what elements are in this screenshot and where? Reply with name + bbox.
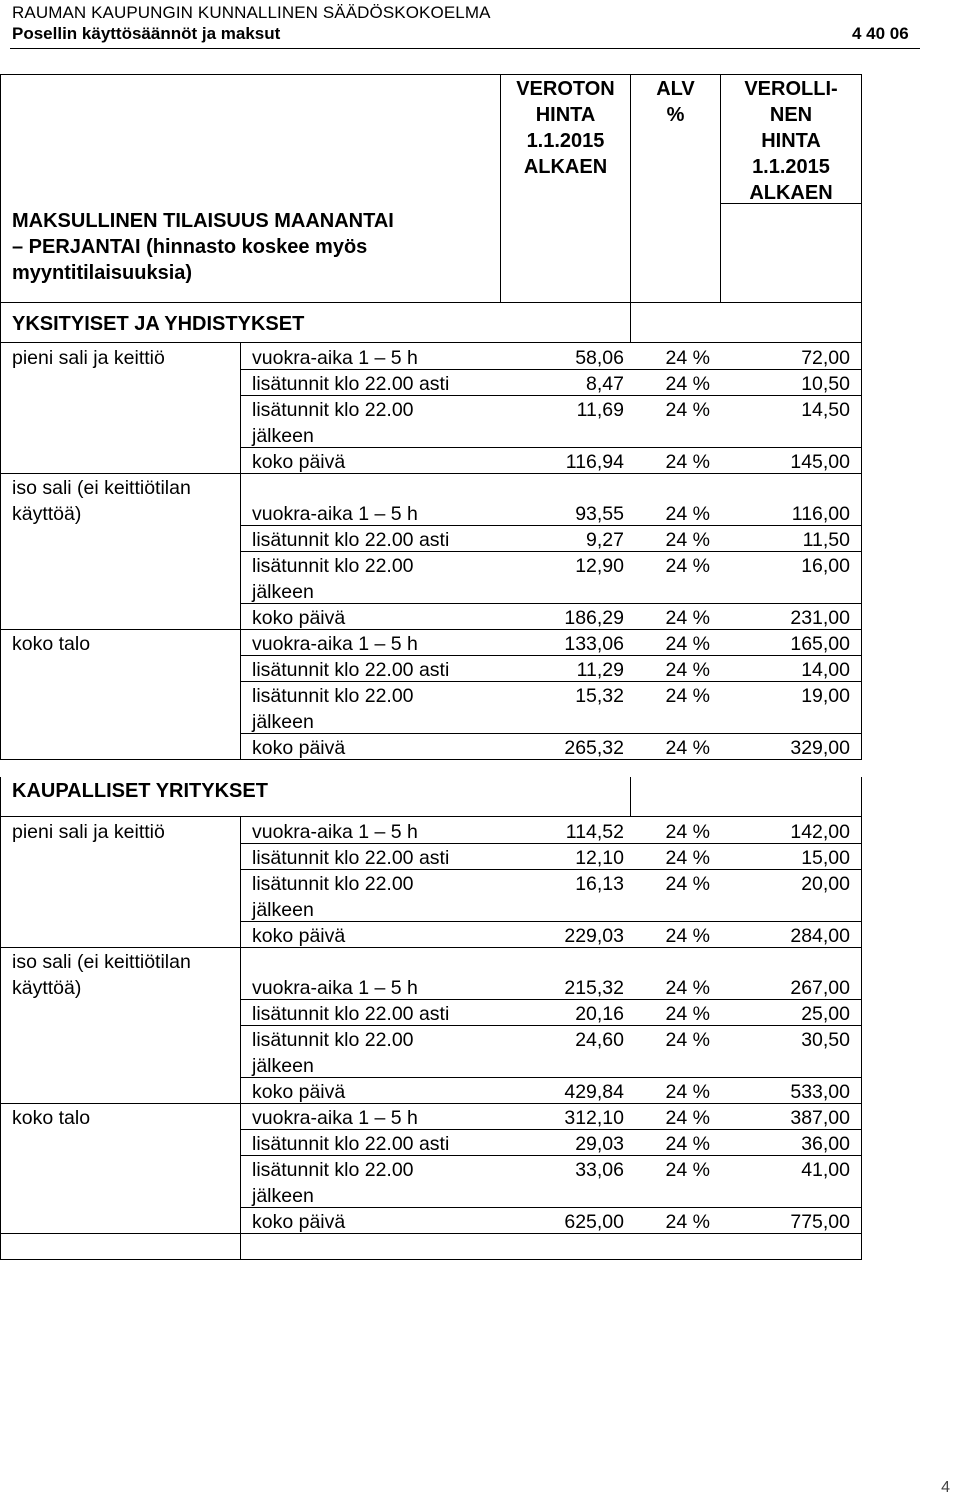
vat-percent: 24 % [665, 659, 710, 681]
empty-row-divider [240, 1233, 241, 1259]
net-price: 429,84 [564, 1081, 624, 1103]
veroton-heading: VEROTON HINTA 1.1.2015 ALKAEN [516, 78, 615, 178]
vat-percent: 24 % [665, 1029, 710, 1051]
net-price: 114,52 [565, 821, 624, 843]
net-price: 265,32 [564, 737, 624, 759]
gross-price: 36,00 [801, 1133, 850, 1155]
row-label: koko päivä [252, 925, 346, 947]
vat-percent: 24 % [665, 633, 710, 655]
gross-price: 775,00 [790, 1211, 850, 1233]
net-price: 215,32 [564, 977, 624, 999]
row-divider [240, 1103, 862, 1104]
table-right-border [861, 629, 862, 759]
row-label: lisätunnit klo 22.00 jälkeen [252, 1029, 414, 1077]
gross-price: 116,00 [791, 503, 850, 525]
group-label: iso sali (ei keittiötilan käyttöä) [12, 951, 191, 999]
vat-percent: 24 % [665, 977, 710, 999]
row-divider [240, 869, 862, 870]
net-price: 12,10 [575, 847, 624, 869]
row-label: koko päivä [252, 607, 346, 629]
row-label: lisätunnit klo 22.00 jälkeen [252, 555, 414, 603]
net-price: 33,06 [575, 1159, 624, 1181]
gross-price: 145,00 [790, 451, 850, 473]
row-divider [240, 999, 862, 1000]
row-label: vuokra-aika 1 – 5 h [252, 633, 418, 655]
empty-row [0, 1233, 862, 1260]
group-label: pieni sali ja keittiö [12, 821, 165, 843]
vat-percent: 24 % [665, 737, 710, 759]
vat-percent: 24 % [665, 399, 710, 421]
vat-percent: 24 % [665, 1159, 710, 1181]
gross-price: 142,00 [790, 821, 850, 843]
group-label: iso sali (ei keittiötilan käyttöä) [12, 477, 191, 525]
group-cell [0, 473, 241, 630]
group-cell [0, 343, 241, 474]
gross-price: 30,50 [801, 1029, 850, 1051]
gross-price: 11,50 [802, 529, 850, 551]
row-divider [240, 629, 862, 630]
net-price: 116,94 [565, 451, 624, 473]
vat-percent: 24 % [665, 1133, 710, 1155]
vat-percent: 24 % [665, 1211, 710, 1233]
row-divider [240, 473, 862, 474]
net-price: 24,60 [575, 1029, 624, 1051]
row-divider [240, 369, 862, 370]
vat-percent: 24 % [665, 821, 710, 843]
section-heading-side [630, 303, 862, 343]
header-document-title [12, 24, 909, 44]
net-price: 20,16 [575, 1003, 624, 1025]
group-label: koko talo [12, 633, 91, 655]
net-price: 29,03 [575, 1133, 624, 1155]
row-divider [240, 395, 862, 396]
gross-price: 16,00 [801, 555, 850, 577]
vat-percent: 24 % [665, 373, 710, 395]
vat-percent: 24 % [665, 451, 710, 473]
net-price: 186,29 [564, 607, 624, 629]
group-cell [0, 1103, 241, 1234]
net-price: 12,90 [575, 555, 624, 577]
gross-price: 165,00 [790, 633, 850, 655]
row-divider [240, 843, 862, 844]
row-divider [240, 759, 862, 760]
row-divider [240, 1207, 862, 1208]
row-divider [240, 655, 862, 656]
row-label: lisätunnit klo 22.00 asti [252, 529, 450, 551]
section-heading-side [630, 777, 862, 817]
row-divider [240, 733, 862, 734]
vat-percent: 24 % [665, 873, 710, 895]
net-price: 133,06 [564, 633, 624, 655]
table-right-border [861, 817, 862, 947]
vat-percent: 24 % [665, 347, 710, 369]
table-right-border [861, 473, 862, 629]
gross-price: 14,00 [801, 659, 850, 681]
row-label: vuokra-aika 1 – 5 h [252, 503, 418, 525]
net-price: 11,29 [576, 659, 624, 681]
row-divider [240, 1025, 862, 1026]
row-label: lisätunnit klo 22.00 jälkeen [252, 399, 414, 447]
gross-price: 533,00 [790, 1081, 850, 1103]
group-cell [0, 817, 241, 948]
vat-percent: 24 % [665, 529, 710, 551]
gross-price: 284,00 [790, 925, 850, 947]
vat-percent: 24 % [665, 847, 710, 869]
gross-price: 20,00 [801, 873, 850, 895]
gross-price: 10,50 [801, 373, 850, 395]
net-price: 9,27 [586, 529, 624, 551]
vat-percent: 24 % [665, 607, 710, 629]
table-right-border [861, 1103, 862, 1233]
table-right-border [861, 343, 862, 473]
row-divider [240, 551, 862, 552]
section-heading: KAUPALLISET YRITYKSET [12, 780, 268, 802]
document-code: 4 40 06 [852, 24, 909, 43]
vat-percent: 24 % [665, 1003, 710, 1025]
row-label: vuokra-aika 1 – 5 h [252, 977, 418, 999]
net-price: 58,06 [575, 347, 624, 369]
group-cell [0, 629, 241, 760]
row-label: lisätunnit klo 22.00 asti [252, 1133, 450, 1155]
net-price: 312,10 [564, 1107, 624, 1129]
header-rule [10, 48, 920, 49]
net-price: 229,03 [564, 925, 624, 947]
row-divider [240, 525, 862, 526]
gross-price: 72,00 [801, 347, 850, 369]
vat-percent: 24 % [665, 1081, 710, 1103]
row-label: vuokra-aika 1 – 5 h [252, 347, 418, 369]
row-label: koko päivä [252, 1211, 346, 1233]
row-label: lisätunnit klo 22.00 asti [252, 373, 450, 395]
net-price: 11,69 [576, 399, 624, 421]
row-label: koko päivä [252, 737, 346, 759]
group-cell [0, 947, 241, 1104]
group-label: koko talo [12, 1107, 91, 1129]
document-title: Posellin käyttösäännöt ja maksut [12, 24, 281, 43]
row-label: lisätunnit klo 22.00 asti [252, 659, 450, 681]
header-regulation-collection: RAUMAN KAUPUNGIN KUNNALLINEN SÄÄDÖSKOKOELMA [12, 3, 491, 22]
gross-price: 25,00 [801, 1003, 850, 1025]
gross-price: 387,00 [790, 1107, 850, 1129]
gross-price: 329,00 [790, 737, 850, 759]
row-label: koko päivä [252, 1081, 346, 1103]
row-label: koko päivä [252, 451, 346, 473]
net-price: 625,00 [564, 1211, 624, 1233]
header-cell-blank [720, 203, 862, 303]
page-number: 4 [941, 1479, 950, 1496]
gross-price: 231,00 [790, 607, 850, 629]
row-label: vuokra-aika 1 – 5 h [252, 1107, 418, 1129]
row-label: vuokra-aika 1 – 5 h [252, 821, 418, 843]
vat-percent: 24 % [665, 1107, 710, 1129]
net-price: 93,55 [575, 503, 624, 525]
vat-percent: 24 % [665, 925, 710, 947]
gross-price: 14,50 [801, 399, 850, 421]
row-divider [240, 921, 862, 922]
verollinen-heading: VEROLLI- NEN HINTA 1.1.2015 ALKAEN [744, 78, 838, 204]
gross-price: 267,00 [790, 977, 850, 999]
row-divider [240, 1155, 862, 1156]
alv-heading: ALV % [656, 78, 695, 126]
row-divider [240, 447, 862, 448]
row-label: lisätunnit klo 22.00 jälkeen [252, 1159, 414, 1207]
row-label: lisätunnit klo 22.00 asti [252, 1003, 450, 1025]
vat-percent: 24 % [665, 685, 710, 707]
row-divider [240, 681, 862, 682]
section-heading: YKSITYISET JA YHDISTYKSET [12, 313, 305, 335]
row-label: lisätunnit klo 22.00 asti [252, 847, 450, 869]
gross-price: 41,00 [801, 1159, 850, 1181]
row-divider [240, 603, 862, 604]
page-title: MAKSULLINEN TILAISUUS MAANANTAI – PERJANTAI (hinnasto koskee myös myyntitilaisuuksia) [12, 210, 394, 284]
net-price: 16,13 [575, 873, 624, 895]
gross-price: 19,00 [801, 685, 850, 707]
vat-percent: 24 % [665, 503, 710, 525]
net-price: 15,32 [575, 685, 624, 707]
row-label: lisätunnit klo 22.00 jälkeen [252, 873, 414, 921]
vat-percent: 24 % [665, 555, 710, 577]
net-price: 8,47 [586, 373, 624, 395]
row-divider [240, 1129, 862, 1130]
row-divider [240, 1077, 862, 1078]
gross-price: 15,00 [801, 847, 850, 869]
row-divider [240, 947, 862, 948]
group-label: pieni sali ja keittiö [12, 347, 165, 369]
row-label: lisätunnit klo 22.00 jälkeen [252, 685, 414, 733]
table-right-border [861, 947, 862, 1103]
